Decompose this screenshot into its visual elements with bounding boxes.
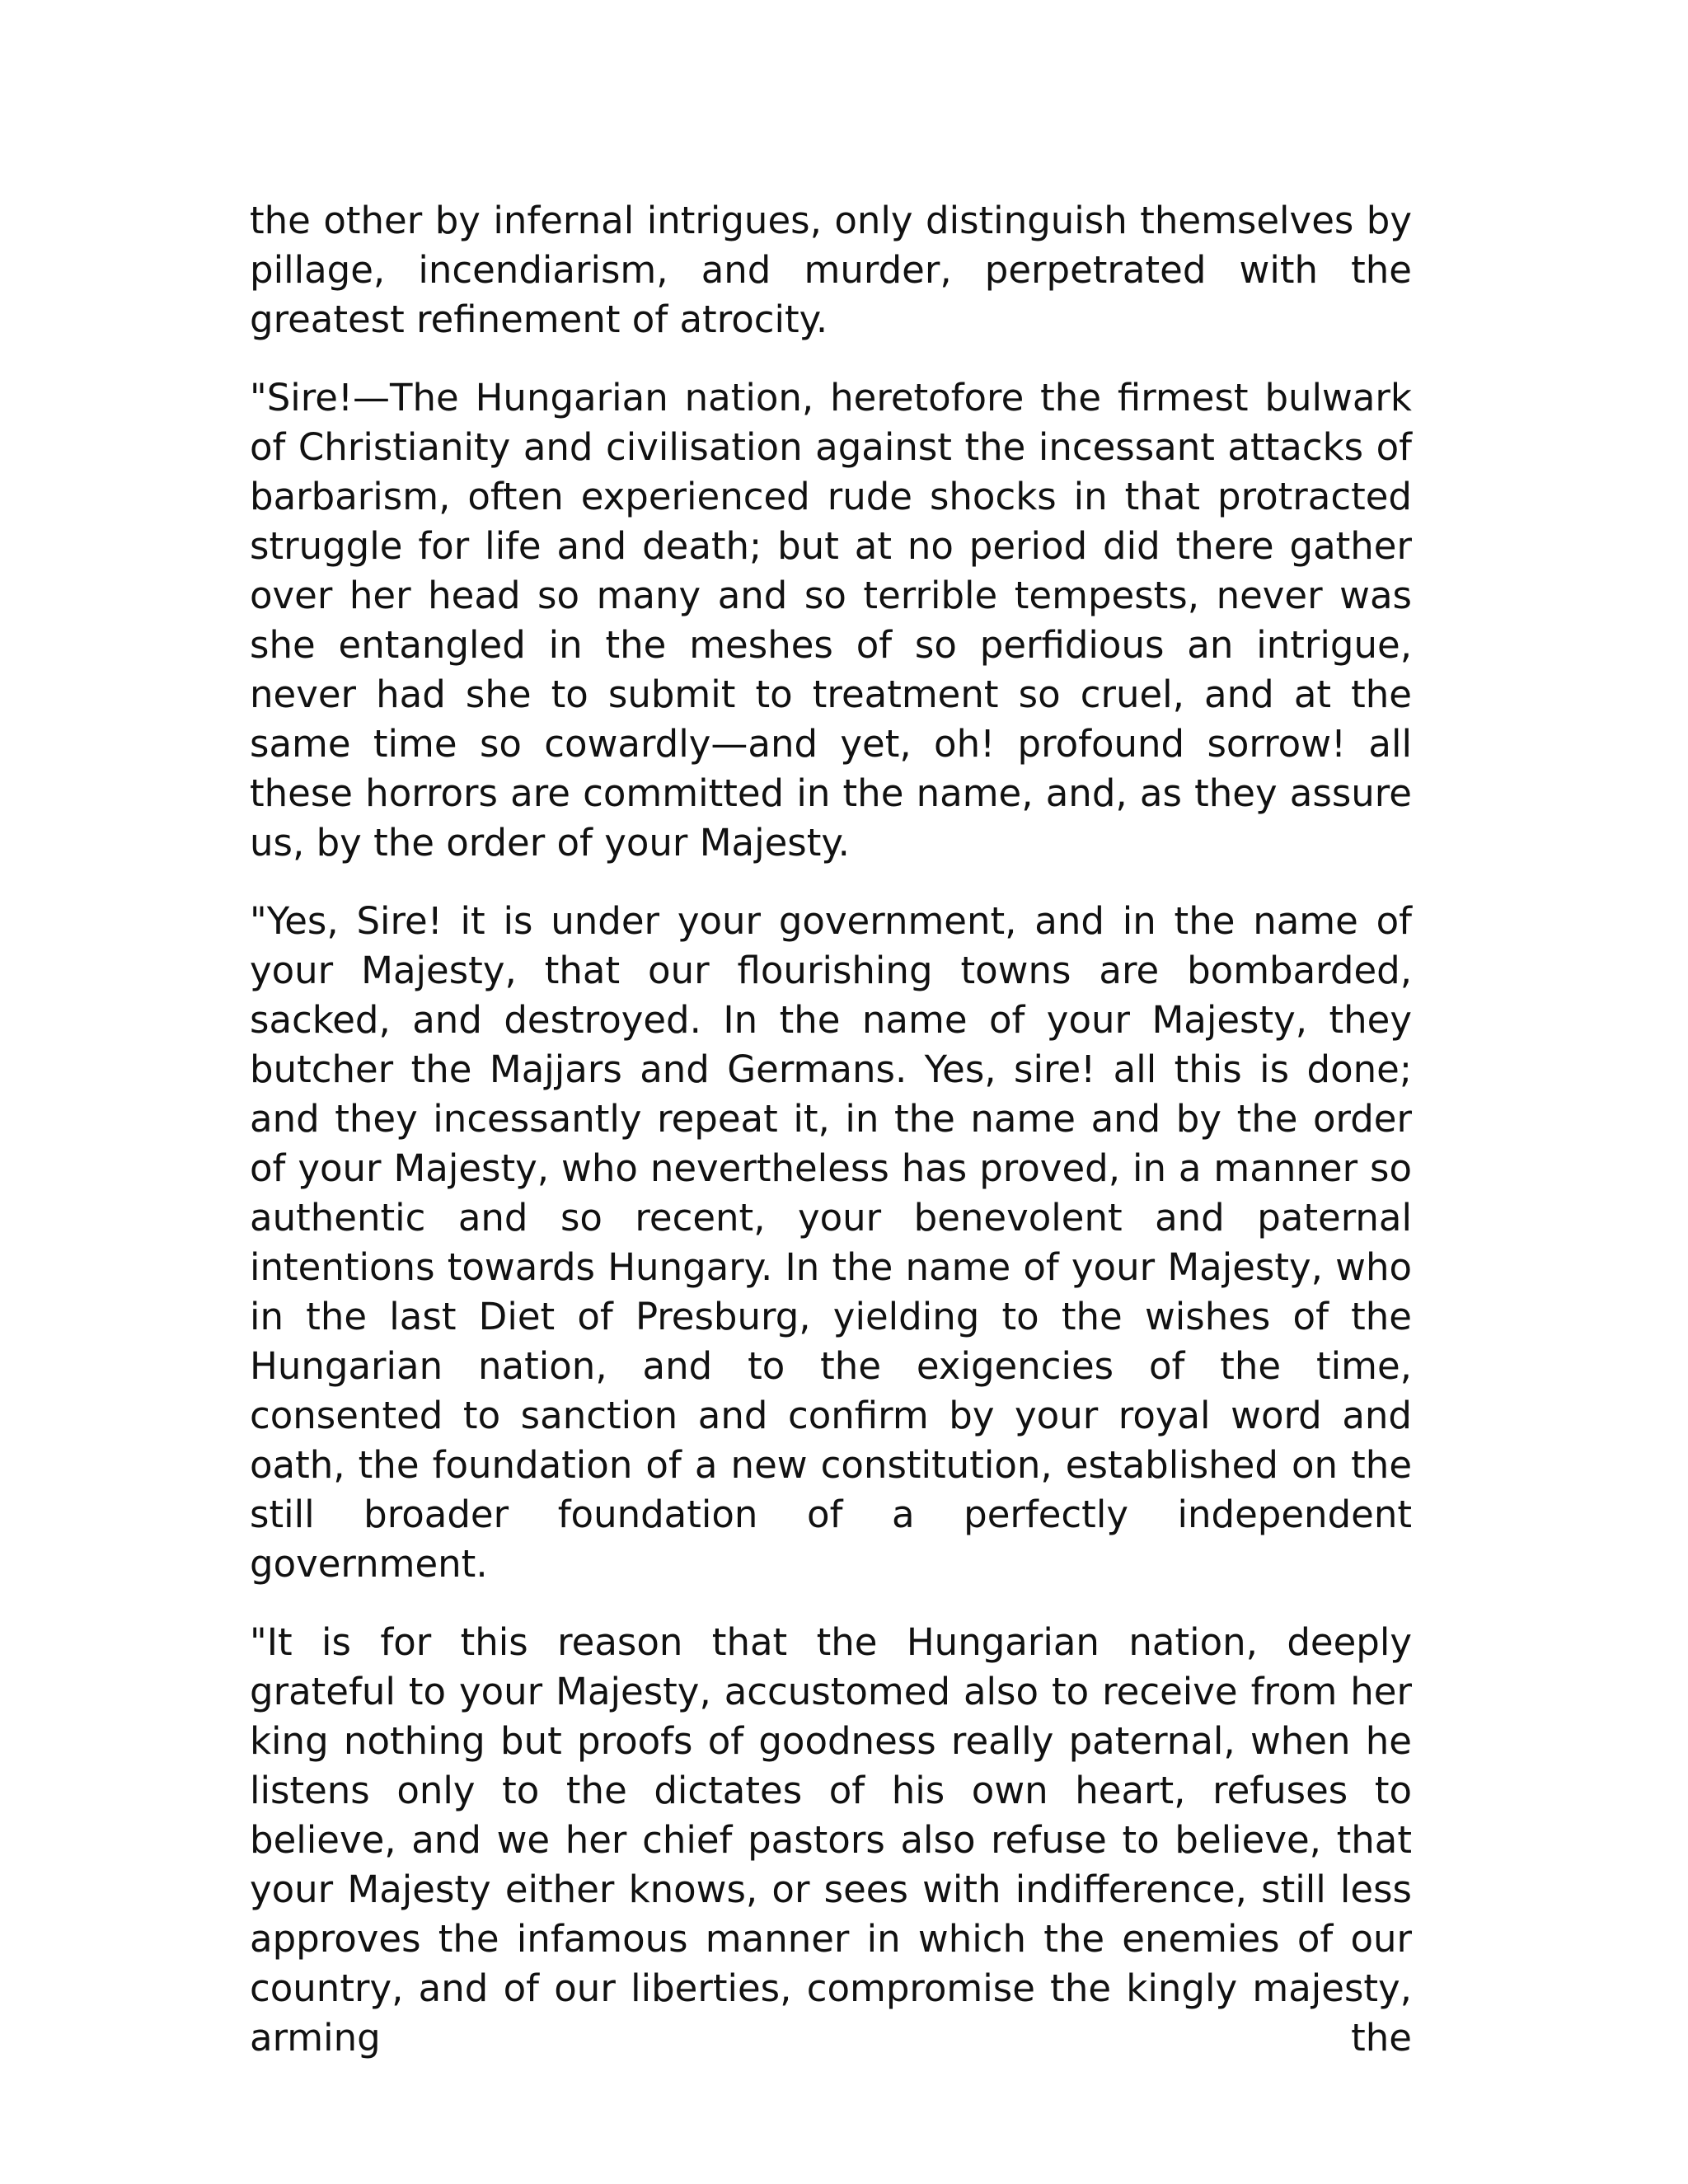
paragraph-2: "Sire!—The Hungarian nation, heretofore the firmest bulwark of Christianity and civilisation against the incessant attacks of barbarism, often experienced rude shocks in that protracted struggle for life and death; but at no period did there gather over her head so many and so terrible tempests, never was she entangled in the meshes of so perfidious an intrigue, never had she to submit to treatment so cruel, and at the same time so cowardly—and yet, oh! profound sorrow! all these horrors are committed in the name, and, as they assure us, by the order of your Majesty. xyxy=(250,376,1412,865)
paragraph-1: the other by infernal intrigues, only distinguish themselves by pillage, incendiarism, and murder, perpetrated with the greatest refinement of atrocity. xyxy=(250,199,1412,341)
body-text xyxy=(250,196,1412,2092)
paragraph-4: "It is for this reason that the Hungarian nation, deeply grateful to your Majesty, accustomed also to receive from her king nothing but proofs of goodness really paternal, when he listens only to the dictates of his own heart, refuses to believe, and we her chief pastors also refuse to believe, that your Majesty either knows, or sees with indifference, still less approves the infamous manner in which the enemies of our country, and of our liberties, compromise the kingly majesty, arming the xyxy=(250,1620,1412,2060)
paragraph-3: "Yes, Sire! it is under your government, and in the name of your Majesty, that our flourishing towns are bombarded, sacked, and destroyed. In the name of your Majesty, they butcher the Majjars and Germans. Yes, sire! all this is done; and they incessantly repeat it, in the name and by the order of your Majesty, who nevertheless has proved, in a manner so authentic and so recent, your benevolent and paternal intentions towards Hungary. In the name of your Majesty, who in the last Diet of Presburg, yielding to the wishes of the Hungarian nation, and to the exigencies of the time, consented to sanction and confirm by your royal word and oath, the foundation of a new constitution, established on the still broader foundation of a perfectly independent government. xyxy=(250,899,1412,1586)
